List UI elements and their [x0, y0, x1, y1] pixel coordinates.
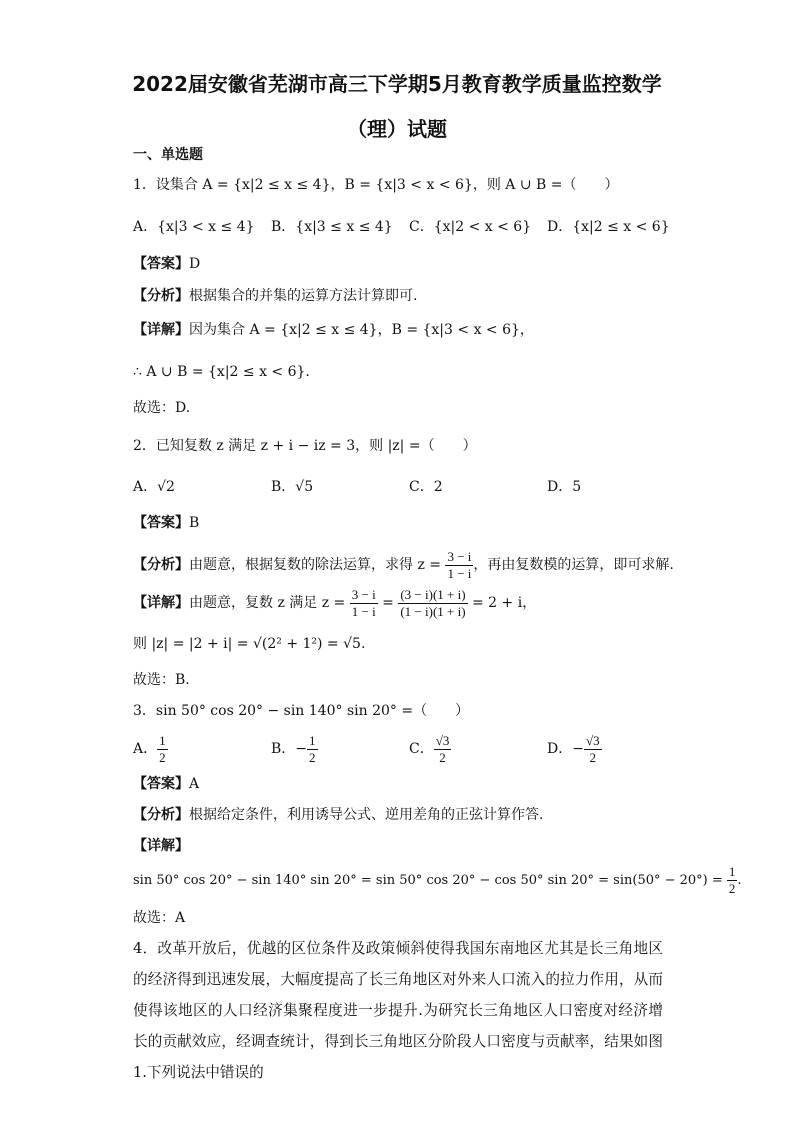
- answer-value: A: [189, 776, 200, 792]
- detail-text-b: = 2 + i，: [472, 595, 537, 611]
- analysis-text-b: ，再由复数模的运算，即可求解.: [473, 557, 674, 573]
- numerator: √3: [585, 732, 600, 748]
- denominator: 2: [439, 749, 446, 765]
- denominator: 2: [309, 749, 316, 765]
- q2-detail-2: 则 |z| = |2 + i| = √(2² + 1²) = √5.: [133, 636, 366, 652]
- q1-option-c: C．{x|2 < x < 6}: [409, 219, 532, 235]
- q2-analysis: [133, 548, 674, 582]
- denominator: 1 − i: [351, 603, 376, 619]
- denominator: 2: [159, 749, 166, 765]
- q2-conclusion: 故选：B.: [133, 672, 190, 688]
- detail-tag: 【详解】: [133, 595, 189, 611]
- numerator: 1: [159, 732, 166, 748]
- answer-value: D: [189, 256, 201, 272]
- period: .: [737, 873, 742, 888]
- q3-detail: [133, 836, 189, 856]
- answer-tag: 【答案】: [133, 776, 189, 792]
- q1-detail-2: ∴ A ∪ B = {x|2 ≤ x < 6}.: [133, 364, 310, 380]
- q2-answer: [133, 513, 199, 533]
- q3-conclusion: 故选：A: [133, 910, 186, 926]
- q3-detail-2: [133, 864, 742, 898]
- fraction: [445, 549, 473, 582]
- analysis-tag: 【分析】: [133, 557, 189, 573]
- detail-tag: 【详解】: [133, 322, 189, 338]
- fraction: [398, 587, 467, 620]
- denominator: 2: [589, 749, 597, 765]
- q3-option-b: [271, 732, 318, 766]
- q1-conclusion: 故选：D.: [133, 400, 191, 416]
- q1-detail: [133, 320, 534, 340]
- q2-option-d: D．5: [547, 479, 582, 495]
- detail-text: 因为集合 A = {x|2 ≤ x ≤ 4}，B = {x|3 < x < 6}，: [189, 322, 534, 338]
- fraction: [307, 733, 318, 766]
- numerator: 3 − i: [351, 586, 376, 602]
- answer-tag: 【答案】: [133, 256, 189, 272]
- analysis-text: 根据集合的并集的运算方法计算即可.: [189, 288, 418, 304]
- q3-option-c: [409, 732, 451, 766]
- denominator: 2: [728, 881, 736, 896]
- option-prefix: C．: [409, 741, 434, 757]
- answer-value: B: [189, 515, 200, 531]
- q2-option-a: A．√2: [133, 479, 175, 495]
- q1-option-a: A．{x|3 < x ≤ 4}: [133, 219, 255, 235]
- fraction: [727, 864, 738, 897]
- q2-stem: 2．已知复数 z 满足 z + i − iz = 3，则 |z| =（ ）: [133, 438, 477, 454]
- q2-detail: [133, 586, 536, 620]
- q3-stem: 3．sin 50° cos 20° − sin 140° sin 20° =（ ）: [133, 703, 470, 719]
- equals-sign: =: [382, 595, 394, 611]
- fraction: [584, 733, 602, 766]
- q3-answer: [133, 774, 199, 794]
- q2-option-c: C．2: [409, 479, 443, 495]
- fraction: [434, 733, 452, 766]
- numerator: √3: [435, 732, 450, 748]
- q1-option-b: B．{x|3 ≤ x ≤ 4}: [271, 219, 393, 235]
- numerator: 1: [309, 732, 316, 748]
- analysis-text: 根据给定条件，利用诱导公式、逆用差角的正弦计算作答.: [189, 807, 544, 823]
- option-prefix: B．−: [271, 741, 308, 757]
- numerator: (3 − i)(1 + i): [400, 586, 466, 602]
- q3-analysis: [133, 805, 543, 825]
- page-title: 2022届安徽省芜湖市高三下学期5月教育教学质量监控数学: [132, 72, 662, 96]
- detail-text-a: 由题意，复数 z 满足 z =: [189, 595, 346, 611]
- page-subtitle: （理）试题: [347, 117, 447, 141]
- numerator: 3 − i: [447, 548, 472, 564]
- numerator: 1: [728, 864, 736, 879]
- q3-option-a: [133, 732, 168, 766]
- denominator: (1 − i)(1 + i): [400, 603, 466, 619]
- fraction: [157, 733, 168, 766]
- q2-option-b: B．√5: [271, 479, 314, 495]
- q4-stem: 4．改革开放后，优越的区位条件及政策倾斜使得我国东南地区尤其是长三角地区的经济得到迅速发展，大幅度提高了长三角地区对外来人口流入的拉力作用，从而使得该地区的人口经济集聚程度进一步提升.为研究长三角地区人口密度对经济增长的贡献效应，经调查统计，得到长三角地区分阶段人口密度与贡献率，结果如图1.下列说法中错误的: [133, 940, 663, 1081]
- fraction: [350, 587, 378, 620]
- analysis-text-a: 由题意，根据复数的除法运算，求得 z =: [189, 557, 442, 573]
- q3-option-d: [547, 732, 602, 766]
- option-prefix: D．−: [547, 741, 584, 757]
- q1-answer: [133, 254, 200, 274]
- denominator: 1 − i: [447, 565, 472, 581]
- analysis-tag: 【分析】: [133, 288, 189, 304]
- analysis-tag: 【分析】: [133, 807, 189, 823]
- q1-stem: 1．设集合 A = {x|2 ≤ x ≤ 4}，B = {x|3 < x < 6}，则 A ∪ B =（ ）: [133, 177, 619, 193]
- detail-expression: sin 50° cos 20° − sin 140° sin 20° = sin 50° cos 20° − cos 50° sin 20° = sin(50° − 20°) =: [133, 873, 723, 888]
- detail-tag: 【详解】: [133, 838, 189, 854]
- q1-option-d: D．{x|2 ≤ x < 6}: [547, 219, 670, 235]
- q1-analysis: [133, 286, 417, 306]
- answer-tag: 【答案】: [133, 515, 189, 531]
- option-prefix: A．: [133, 741, 158, 757]
- section-heading: 一、单选题: [133, 147, 203, 163]
